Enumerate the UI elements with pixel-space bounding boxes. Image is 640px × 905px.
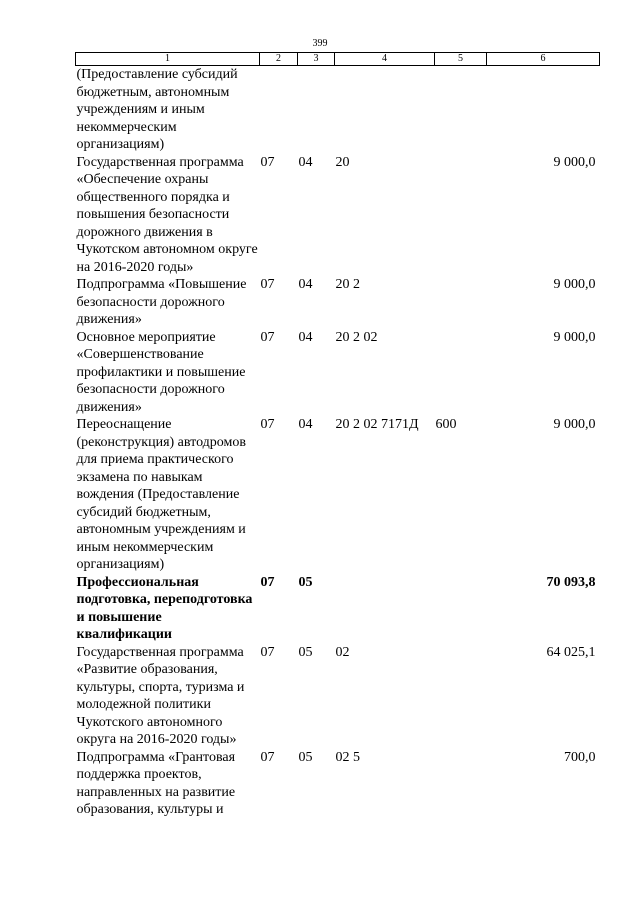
table-row	[76, 416, 600, 574]
row-subsection: 04	[298, 329, 313, 345]
row-section: 07	[260, 277, 275, 292]
row-amount: 9 000,0	[553, 329, 596, 345]
row-amount: 9 000,0	[553, 277, 596, 292]
row-section: 07	[260, 644, 275, 660]
row-section: 07	[260, 417, 275, 432]
row-target	[335, 574, 435, 644]
row-expense-type	[435, 574, 487, 644]
header-col-3: 3	[298, 53, 335, 66]
row-subsection: 04	[298, 417, 313, 432]
budget-table	[75, 52, 600, 819]
table-row	[76, 574, 600, 644]
row-target: 20 2 02	[335, 329, 378, 345]
row-section	[260, 66, 298, 154]
row-amount: 70 093,8	[546, 574, 596, 590]
row-target: 02 5	[335, 749, 360, 765]
table-row	[76, 644, 600, 749]
row-subsection: 05	[298, 644, 313, 660]
header-col-2: 2	[260, 53, 298, 66]
table-row	[76, 749, 600, 819]
row-amount: 9 000,0	[553, 154, 596, 170]
row-name: Подпрограмма «Повышение безопасности дорожного движения»	[76, 277, 247, 327]
header-col-4: 4	[335, 53, 435, 66]
row-section: 07	[260, 329, 275, 345]
row-expense-type	[435, 66, 487, 154]
row-subsection: 04	[298, 277, 313, 292]
row-amount	[487, 66, 600, 154]
row-expense-type	[435, 329, 487, 417]
table-header	[76, 53, 600, 66]
row-amount: 64 025,1	[546, 644, 596, 660]
row-name: Профессиональная подготовка, переподготовка и повышение квалификации	[76, 574, 253, 642]
row-target: 02	[335, 644, 350, 660]
row-name: Подпрограмма «Грантовая поддержка проектов, направленных на развитие образования, культуры и	[76, 749, 236, 817]
page-number: 399	[312, 38, 328, 49]
row-subsection: 05	[298, 574, 313, 590]
header-col-1: 1	[76, 53, 260, 66]
row-expense-type	[435, 154, 487, 277]
header-col-6: 6	[487, 53, 600, 66]
table-row	[76, 66, 600, 154]
row-expense-type: 600	[435, 417, 457, 432]
row-amount: 9 000,0	[553, 417, 596, 432]
row-section: 07	[260, 154, 275, 170]
table-row	[76, 154, 600, 277]
row-name: Переоснащение (реконструкция) автодромов для приема практического экзамена по навыкам вождения (Предоставление субсидий бюджетным, автономным учреждениям и иным некоммерческим организациям)	[76, 417, 246, 572]
table-row	[76, 276, 600, 329]
row-name: Основное мероприятие «Совершенствование профилактики и повышение безопасности дорожного движения»	[76, 329, 246, 415]
row-target: 20 2 02 7171Д	[335, 417, 419, 432]
row-target: 20	[335, 154, 350, 170]
table-row	[76, 329, 600, 417]
row-amount: 700,0	[564, 749, 596, 765]
row-section: 07	[260, 574, 275, 590]
row-subsection: 05	[298, 749, 313, 765]
row-target	[335, 66, 435, 154]
row-target: 20 2	[335, 277, 360, 292]
row-expense-type	[435, 276, 487, 329]
header-col-5: 5	[435, 53, 487, 66]
row-subsection: 04	[298, 154, 313, 170]
row-name: Государственная программа «Обеспечение охраны общественного порядка и повышения безопасности дорожного движения в Чукотском автономном округе на 2016-2020 годы»	[76, 154, 258, 275]
row-expense-type	[435, 749, 487, 819]
row-name: (Предоставление субсидий бюджетным, автономным учреждениям и иным некоммерческим организациям)	[76, 67, 238, 152]
row-subsection	[298, 66, 335, 154]
row-section: 07	[260, 749, 275, 765]
row-expense-type	[435, 644, 487, 749]
row-name: Государственная программа «Развитие образования, культуры, спорта, туризма и молодежной политики Чукотского автономного округа на 2016-2020 годы»	[76, 644, 245, 747]
